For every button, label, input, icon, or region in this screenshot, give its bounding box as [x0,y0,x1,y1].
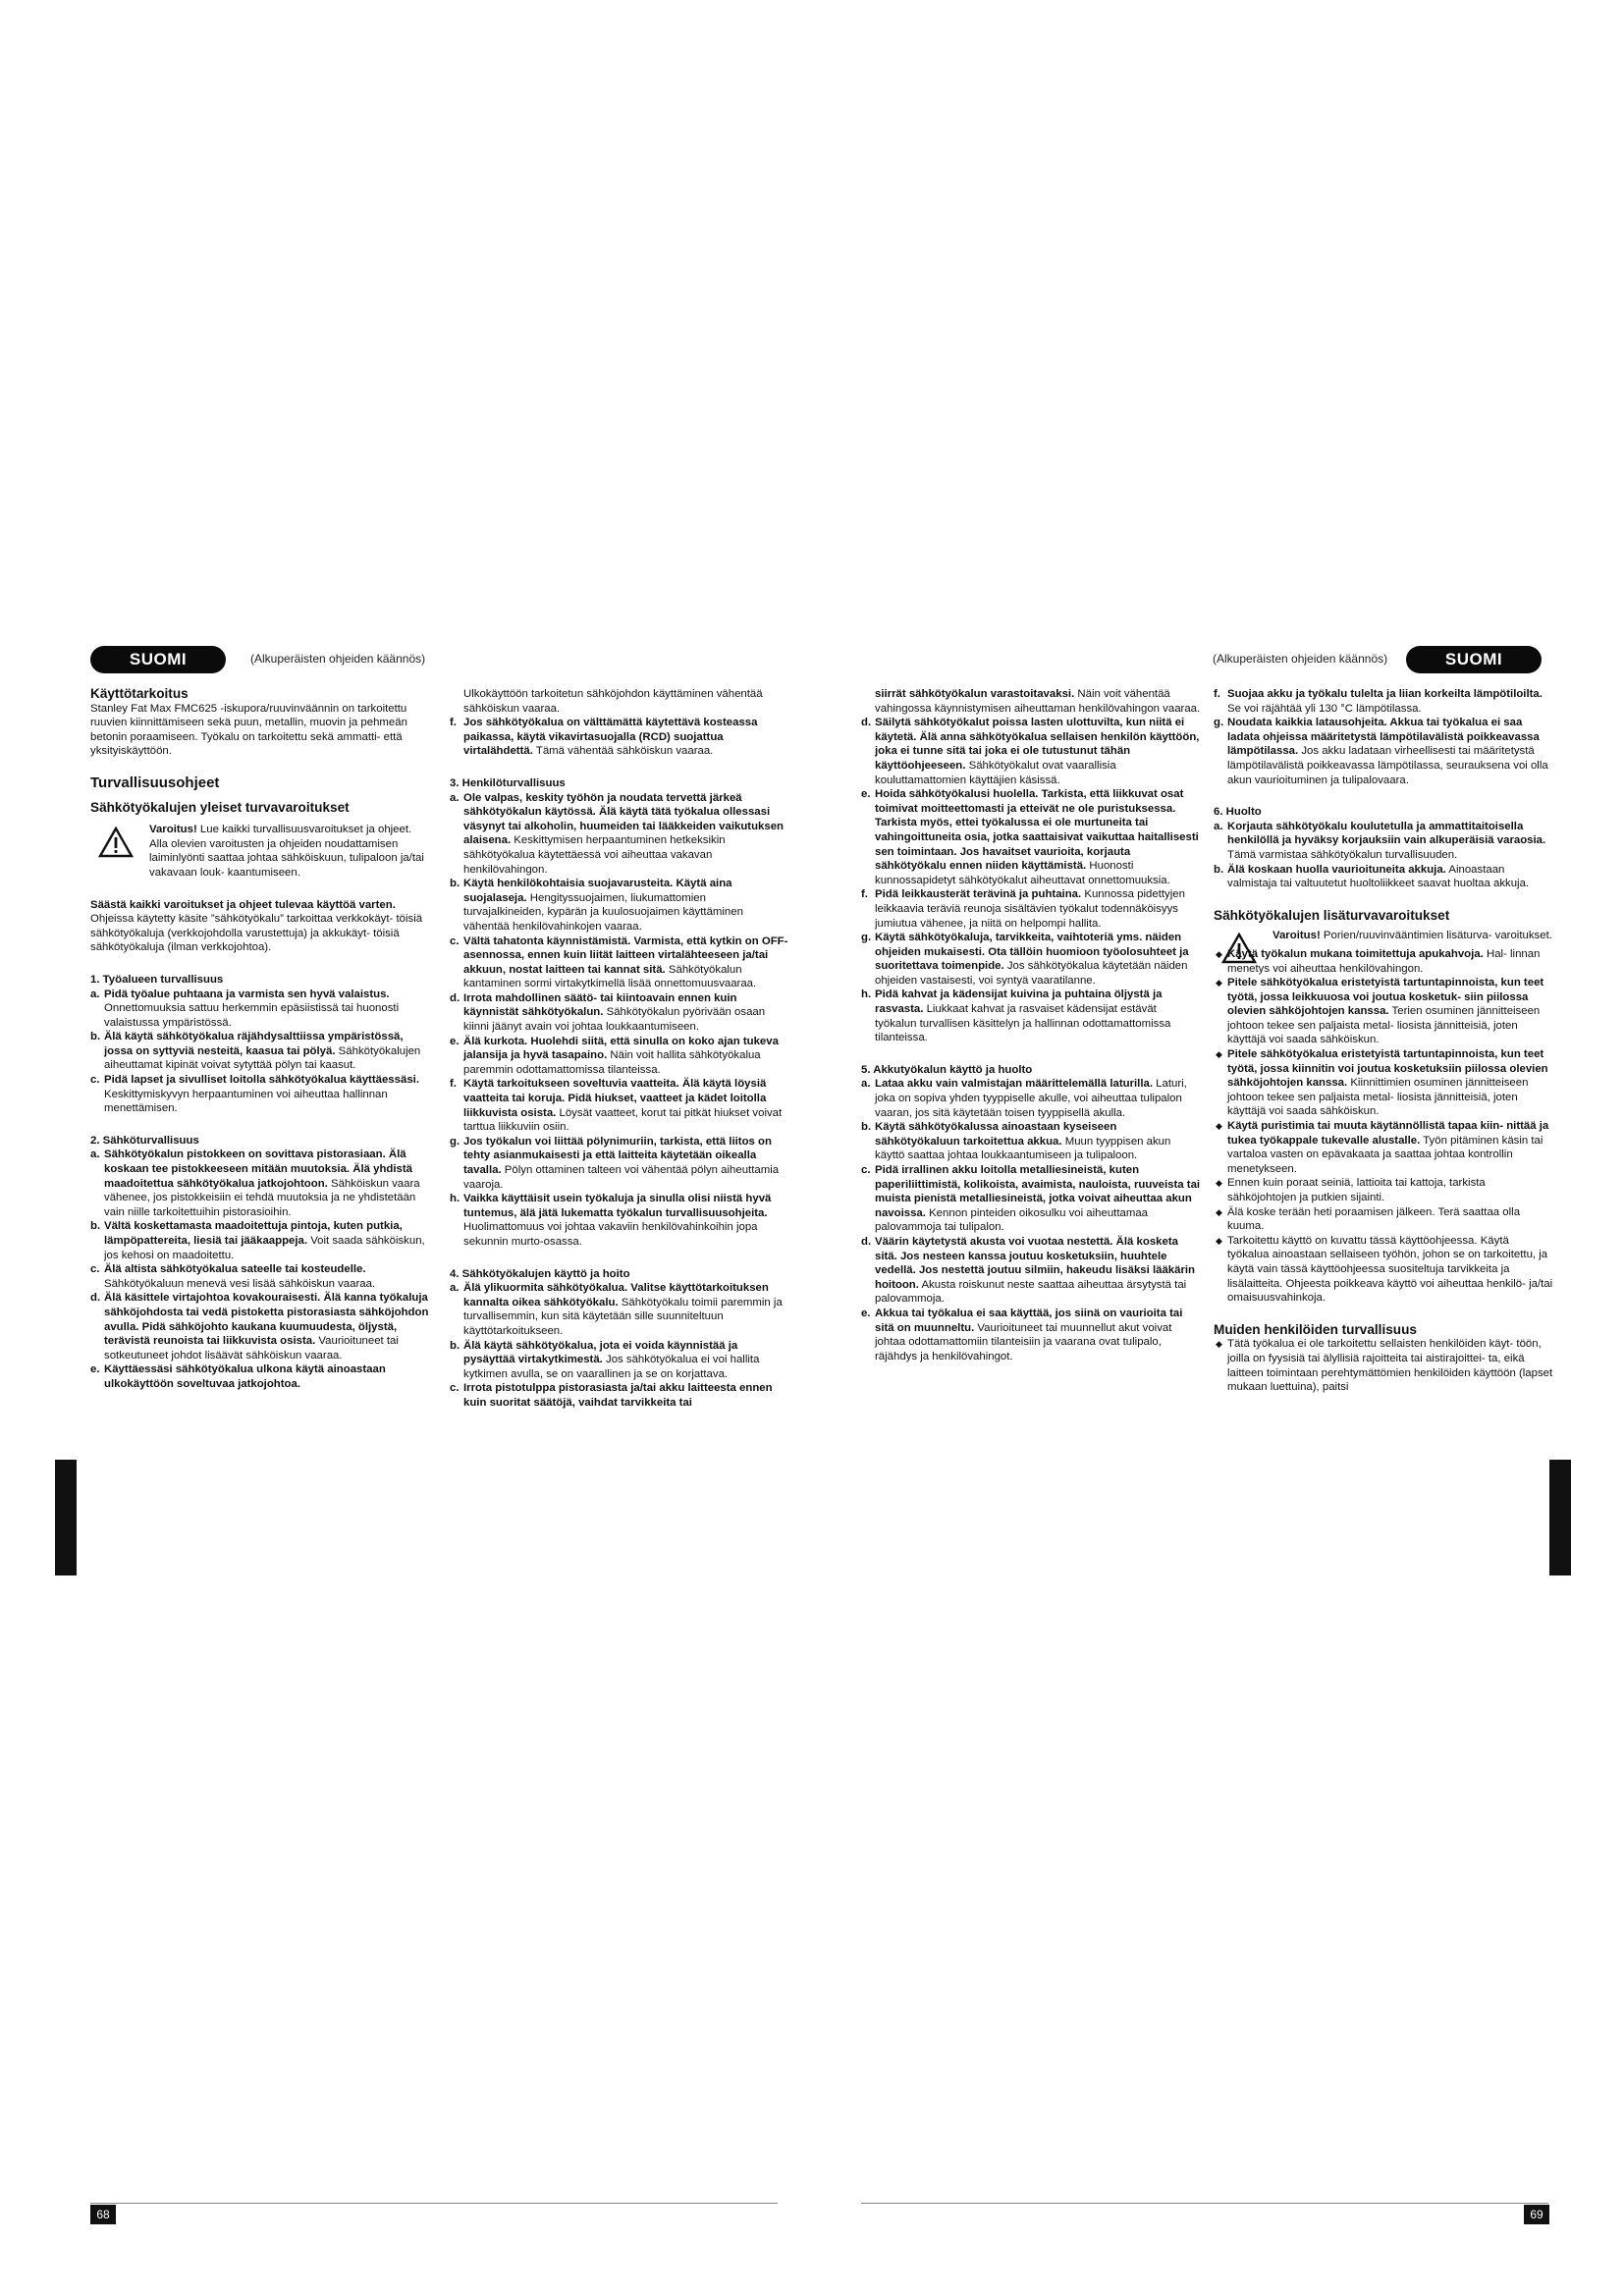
diamond-bullet-icon: ◆ [1216,1206,1222,1217]
list-item-4a: a. Älä ylikuormita sähkötyökalua. Valitse käyttötarkoituksen kannalta oikea sähkötyökalu. Sähkötyökalu toimii paremmin ja turvallisemmin, kun sitä käytetään sille suunniteltuun käyttötarkoitukseen. [450,1282,783,1337]
bullet-2-text: Terien osuminen jännitteiseen johtoon tekee sen paljaista metal- liosista jännitteisiä, joten käyttäjä voi saada sähköiskun. [1227,1005,1541,1046]
bullet-item [1214,976,1553,1047]
list-item-3e: e. Älä kurkota. Huolehdi siitä, että sinulla on koko ajan tukeva jalansija ja hyvä tasapaino. Näin voit hallita sähkötyökalua paremmin odottamattomissa tilanteissa. [450,1035,779,1076]
item-5a-text: Laturi, joka on sopiva yhden tyyppiselle akulle, voi aiheuttaa tulipalon vaaran, jos sitä käytetään toisen tyyppisellä akulla. [875,1078,1187,1119]
item-4b-text: Jos sähkötyökalua ei voi hallita kytkimen avulla, se on vaarallinen ja se on korjattava. [463,1354,760,1380]
item-5b-bold: Käytä sähkötyökalussa ainoastaan kyseiseen sähkötyökaluun tarkoitettua akkua. [875,1121,1117,1148]
bullet-3-text: Kiinnittimien osuminen jännitteiseen johtoon tekee sen paljaista metal- liosista jännitteisiä, joten käyttäjä voi saada sähköiskun. [1227,1077,1529,1118]
item-3h-bold: Vaikka käyttäisit usein työkaluja ja sinulla olisi niistä hyvä tuntemus, älä jätä lukematta työkalun turvallisuusohjeita. [463,1193,772,1219]
section-title-safety: Turvallisuusohjeet [90,774,220,791]
right-page-column-2 [1214,687,1553,1395]
list-item-5e: e. Akkua tai työkalua ei saa käyttää, jos siinä on vaurioita tai sitä on muunneltu. Vaurioituneet tai muunnellut akut voivat johtaa odottamattomiin tilanteisiin ja vaarana ovat tulipalo, räjähdys ja henkilövahingot. [861,1307,1183,1362]
section-service: 6. Huolto [1214,806,1262,819]
list-item-3d: d. Irrota mahdollinen säätö- tai kiintoavain ennen kuin käynnistät sähkötyökalun. Sähkötyökalun pyörivään osaan kiinni jäänyt avain voi johtaa loukkaantumiseen. [450,991,766,1034]
item-2b-text: Voit saada sähköiskun, jos kehosi on maadoitettu. [104,1235,425,1261]
bullet-2-bold: Pitele sähkötyökalua eristetyistä tartuntapinnoista, kun teet työtä, jossa leikkuuosa voi joutua kosketuk- siin piilossa olevien sähköjohtojen kanssa. [1227,977,1544,1018]
warning-block [90,823,430,880]
item-4b-bold: Älä käytä sähkötyökalua, jota ei voida käynnistää ja pysäyttää virtakytkimestä. [463,1339,738,1366]
list-item-5d: d. Väärin käytetystä akusta voi vuotaa nestettä. Älä kosketa sitä. Jos nesteen kanssa joutuu kosketuksiin, huuhtele vedellä. Jos nestettä joutuu silmiin, hakeudu lisäksi lääkärin hoitoon. Akusta roiskunut neste saattaa aiheuttaa ärsytystä tai palovammoja. [861,1235,1196,1306]
item-2b-bold: Vältä koskettamasta maadoitettuja pintoja, kuten putkia, lämpöpattereita, liesiä tai jääkaappeja. [104,1220,403,1247]
header-subtitle-right: (Alkuperäisten ohjeiden käännös) [1213,652,1388,666]
list-item-2e-cont [450,687,789,716]
item-6a-bold: Korjauta sähkötyökalu koulutetulla ja ammattitaitoisella henkilöllä ja hyväksy korjauksiin vain alkuperäisiä varaosia. [1227,820,1546,847]
item-2a-text: Sähköiskun vaara vähenee, jos pistokkeisiin ei tehdä muutoksia ja ne yhdistetään vain niille tarkoitettuihin pistorasioihin. [104,1177,420,1218]
item-4a-bold: Älä ylikuormita sähkötyökalua. Valitse käyttötarkoituksen kannalta oikea sähkötyökalu. [463,1282,769,1308]
item-2a-bold: Sähkötyökalun pistokkeen on sovittava pistorasiaan. Älä koskaan tee pistokkeeseen mitään muutoksia. Älä yhdistä maadoitettua sähkötyökalua jatkojohtoon. [104,1148,412,1190]
list-item-4c-cont [861,687,1201,716]
list-item-5f: f. Suojaa akku ja työkalu tulelta ja liian korkeilta lämpötiloilta. Se voi räjähtää yli 130 °C lämpötilassa. [1214,688,1543,715]
item-3g-text: Pölyn ottaminen talteen voi vähentää pölyn aiheuttamia vaaroja. [463,1164,780,1191]
list-item-3a: a. Ole valpas, keskity työhön ja noudata tervettä järkeä sähkötyökalun käytössä. Älä käytä tätä työkalua ollessasi väsynyt tai alkoholin, huumeiden tai lääkkeiden vaikutuksen alaisena. Keskittymisen herpaantuminen hetkeksikin sähkötyökalua käytettäessä voi aiheuttaa vakavan henkilövahingon. [450,791,785,876]
item-5e-bold: Akkua tai työkalua ei saa käyttää, jos siinä on vaurioita tai sitä on muunneltu. [875,1307,1183,1334]
item-1a-text: Onnettomuuksia sattuu herkemmin epäsiistissä tai huonosti valaistussa ympäristössä. [104,1002,400,1029]
item-3d-text: Sähkötyökalun pyörivään osaan kiinni jäänyt avain voi johtaa loukkaantumiseen. [463,1006,766,1034]
item-3f-bold: Käytä tarkoitukseen soveltuvia vaatteita. Älä käytä löysiä vaatteita tai koruja. Pidä hiukset, vaatteet ja kädet loitolla liikkuvista osista. [463,1078,767,1119]
item-5d-bold: Väärin käytetystä akusta voi vuotaa nestettä. Älä kosketa sitä. Jos nesteen kanssa joutuu kosketuksiin, huuhtele vedellä. Jos nestettä joutuu silmiin, hakeudu lisäksi lääkärin hoitoon. [875,1235,1196,1291]
list-item-5b: b. Käytä sähkötyökalussa ainoastaan kyseiseen sähkötyökaluun tarkoitettua akkua. Muun tyyppisen akun käyttö saattaa johtaa loukkaantumiseen ja tulipaloon. [861,1121,1171,1162]
item-3h-text: Huolimattomuus voi johtaa vakaviin henkilövahinkoihin jopa sekunnin murto-osassa. [463,1221,758,1248]
list-item-2e: e. Käyttäessäsi sähkötyökalua ulkona käytä ainoastaan ulkokäyttöön soveltuvaa jatkojohtoa. [90,1363,386,1390]
item-4e-bold: Hoida sähkötyökalusi huolella. Tarkista, että liikkuvat osat toimivat moitteettomasti ja etteivät ne ole puristuksessa. Tarkista myös, ettei työkalussa ei ole murtuneita tai vahingoittuneita osia, jotka saattaisivat vaikuttaa haitallisesti sen toimintaan. Jos havaitset vaurioita, korjauta sähkötyökalu ennen niiden käyttämistä. [875,788,1199,873]
right-page-header [1168,646,1542,673]
item-1a-bold: Pidä työalue puhtaana ja varmista sen hyvä valaistus. [104,988,390,1000]
warning-label: Varoitus! [149,824,197,836]
item-5a-bold: Lataa akku vain valmistajan määrittelemällä laturilla. [875,1078,1154,1091]
section-electrical: 2. Sähköturvallisuus [90,1134,199,1147]
item-5f-bold: Suojaa akku ja työkalu tulelta ja liian korkeilta lämpötiloilta. [1227,688,1543,700]
item-6b-text: Ainoastaan valmistaja tai valtuutetut huoltoliikkeet saavat huoltaa akkuja. [1227,863,1530,890]
item-5g-bold: Noudata kaikkia latausohjeita. Akkua tai työkalua ei saa ladata ohjeissa määritetystä lämpötilavälistä poikkeavassa lämpötilassa. [1227,717,1540,758]
item-4f-text: Kunnossa pidettyjen leikkaavia teräviä reunoja sisältävien työkalut todennäköisyys jumiutua vähenee, ja niitä on helpompi hallita. [875,888,1185,930]
bullet-1-bold: Käytä työkalun mukana toimitettuja apukahvoja. [1227,947,1484,960]
item-3a-text: Keskittymisen herpaantuminen hetkeksikin sähkötyökalua käytettäessä voi aiheuttaa vakavan henkilövahingon. [463,834,726,876]
list-item-2c: c. Älä altista sähkötyökalua sateelle tai kosteudelle. Sähkötyökaluun menevä vesi lisää sähköiskun vaaraa. [90,1263,376,1290]
item-3b-bold: Käytä henkilökohtaisia suojavarusteita. Käytä aina suojalaseja. [463,878,732,904]
diamond-bullet-icon: ◆ [1216,948,1222,959]
item-4c-bold: Irrota pistotulppa pistorasiasta ja/tai akku laitteesta ennen kuin suoritat säätöjä, vaihdat tarvikkeita tai [463,1382,773,1409]
list-item-4f: f. Pidä leikkausterät terävinä ja puhtaina. Kunnossa pidettyjen leikkaavia teräviä reunoja sisältävien työkalut todennäköisyys jumiutua vähenee, ja niitä on helpompi hallita. [861,888,1185,930]
item-2c-text: Sähkötyökaluun menevä vesi lisää sähköiskun vaaraa. [104,1277,376,1290]
bullet-item [1214,1205,1553,1234]
list-item-4d: d. Säilytä sähkötyökalut poissa lasten ulottuvilta, kun niitä ei käytetä. Älä anna sähkötyökalua sellaisen henkilön käyttöön, joka ei tunne sitä tai joka ei ole tutustunut tähän käyttöohjeeseen. Sähkötyökalut ovat vaarallisia kouluttamattomien käyttäjien käsissä. [861,717,1200,786]
left-thumb-tab [55,1460,77,1575]
list-item-3h: h. Vaikka käyttäisit usein työkaluja ja sinulla olisi niistä hyvä tuntemus, älä jätä lukematta työkalun turvallisuusohjeita. Huolimattomuus voi johtaa vakaviin henkilövahinkoihin jopa sekunnin murto-osassa. [450,1193,772,1248]
section-title-general-warnings: Sähkötyökalujen yleiset turvavaroitukset [90,799,350,815]
diamond-bullet-icon: ◆ [1216,1178,1222,1189]
bullet-5-text: Ennen kuin poraat seiniä, lattioita tai kattoja, tarkista sähköjohtojen ja putkien sijainti. [1227,1177,1486,1203]
diamond-bullet-icon: ◆ [1216,1235,1222,1246]
item-3c-bold: Vältä tahatonta käynnistämistä. Varmista, että kytkin on OFF-asennossa, ennen kuin liität laitteen virtalähteeseen ja/tai akkuun, nostat laitteen tai kannat sitä. [463,934,788,976]
bullet-3-bold: Pitele sähkötyökalua eristetyistä tartuntapinnoista, kun teet työtä, jossa kiinnitin voi joutua kosketuksiin piilossa olevien sähköjohtojen kanssa. [1227,1048,1548,1090]
bullet-6-text: Älä koske terään heti poraamisen jälkeen. Terä saattaa olla kuuma. [1227,1205,1521,1233]
item-2c-bold: Älä altista sähkötyökalua sateelle tai kosteudelle. [104,1263,366,1276]
list-item-1a: a. Pidä työalue puhtaana ja varmista sen hyvä valaistus. Onnettomuuksia sattuu herkemmin epäsiistissä tai huonosti valaistussa ympäristössä. [90,988,400,1029]
list-item-1c: c. Pidä lapset ja sivulliset loitolla sähkötyökalua käyttäessäsi. Keskittymiskyvyn herpaantuminen voi aiheuttaa hallinnan menettämisen. [90,1074,419,1115]
warning-block-2 [1214,929,1553,943]
warning-triangle-icon [98,827,134,858]
item-3g-bold: Jos työkalun voi liittää pölynimuriin, tarkista, että liitos on tehty asianmukaisesti ja että laitteita käytetään oikealla tavalla. [463,1135,772,1176]
save-instructions-text: Ohjeissa käytetty käsite ”sähkötyökalu” tarkoittaa verkkokäyt- töisiä sähkötyökaluja (verkkojohdolla varustettuja) ja akkukäyt- töisiä sähkötyökaluja (ilman verkkojohtoa). [90,913,423,954]
left-page-header [90,646,463,673]
bullet-item [1214,1176,1553,1204]
save-instructions-para [90,898,430,955]
list-item-4g: g. Käytä sähkötyökaluja, tarvikkeita, vaihtoteriä yms. näiden ohjeiden mukaisesti. Ota tällöin huomioon työolosuhteet ja suoritettava toimenpide. Jos sähkötyökalua käytetään näiden ohjeiden vastaisesti, voi syntyä vaaratilanne. [861,932,1189,987]
bullet-7-text: Tarkoitettu käyttö on kuvattu tässä käyttöohjeessa. Käytä työkalua ainoastaan sellaiseen työhön, johon se on tarkoitettu, ja käytä vain tässä käyttöohjeessa suositeltuja tarvikkeita ja lisälaitteita. Ohjeesta poikkeava käyttö voi aiheuttaa henkilö- ja/tai omaisuusvahinkoja. [1227,1234,1553,1305]
right-thumb-tab [1549,1460,1571,1575]
section-title-others-safety: Muiden henkilöiden turvallisuus [1214,1321,1417,1337]
diamond-bullet-icon: ◆ [1216,1121,1222,1132]
list-item-2b: b. Vältä koskettamasta maadoitettuja pintoja, kuten putkia, lämpöpattereita, liesiä tai jääkaappeja. Voit saada sähköiskun, jos kehosi on maadoitettu. [90,1220,425,1261]
language-badge-right: SUOMI [1406,646,1542,673]
warning-text-2: Porien/ruuvinvääntimien lisäturva- varoitukset. [1320,930,1552,942]
list-item-3g: g. Jos työkalun voi liittää pölynimuriin, tarkista, että liitos on tehty asianmukaisesti ja että laitteita käytetään oikealla tavalla. Pölyn ottaminen talteen voi vähentää pölyn aiheuttamia vaaroja. [450,1135,780,1191]
item-5c-text: Kennon pinteiden oikosulku voi aiheuttamaa palovammoja tai tulipalon. [875,1206,1148,1234]
item-5c-bold: Pidä irrallinen akku loitolla metalliesineistä, kuten paperiliittimistä, kolikoista, avaimista, nauloista, ruuveista tai muista pienistä metalliesineistä, jotka voivat aiheuttaa akun navoissa. [875,1164,1201,1219]
footer-rule-left [90,2203,778,2204]
list-item-4c: c. Irrota pistotulppa pistorasiasta ja/tai akku laitteesta ennen kuin suoritat säätöjä, vaihdat tarvikkeita tai [450,1382,773,1409]
section-tool-use: 4. Sähkötyökalujen käyttö ja hoito [450,1267,630,1280]
bullet-4-bold: Käytä puristimia tai muuta käytännöllistä tapaa kiin- nittää ja tukea työkappale tukevalle alustalle. [1227,1120,1549,1147]
right-page-column-1 [861,687,1201,1363]
list-item-2a: a. Sähkötyökalun pistokkeen on sovittava pistorasiaan. Älä koskaan tee pistokkeeseen mitään muutoksia. Älä yhdistä maadoitettua sähkötyökalua jatkojohtoon. Sähköiskun vaara vähenee, jos pistokkeisiin ei tehdä muutoksia ja ne yhdistetään vain niille tarkoitettuihin pistorasioihin. [90,1148,420,1218]
footer-rule-right [861,2203,1548,2204]
item-5f-text: Se voi räjähtää yli 130 °C lämpötilassa. [1227,702,1422,715]
item-2f-bold: Jos sähkötyökalua on välttämättä käytettävä kosteassa paikassa, käytä vikavirtasuojalla (RCD) suojattua virtalähdettä. [463,717,758,758]
item-2d-text: Vaurioituneet tai sotkeutuneet johdot lisäävät sähköiskun vaaraa. [104,1335,399,1362]
page-number-left: 68 [90,2205,116,2224]
save-instructions-bold: Säästä kaikki varoitukset ja ohjeet tulevaa käyttöä varten. [90,898,396,911]
item-6b-bold: Älä koskaan huolla vaurioituneita akkuja. [1227,863,1446,876]
item-4g-text: Jos sähkötyökalua käytetään näiden ohjeiden vastaisesti, voi syntyä vaaratilanne. [875,960,1188,987]
item-4h-text: Liukkaat kahvat ja rasvaiset kädensijat estävät työkalun turvallisen käsittelyn ja hallinnan odottamattomissa tilanteissa. [875,1003,1171,1044]
item-4c-text: Näin voit vähentää vahingossa käynnistymisen aiheuttaman henkilövahingon vaaraa. [875,688,1201,715]
list-item-6a: a. Korjauta sähkötyökalu koulutetulla ja ammattitaitoisella henkilöllä ja hyväksy korjauksiin vain alkuperäisiä varaosia. Tämä varmistaa sähkötyökalun turvallisuuden. [1214,820,1546,861]
item-3f-text: Löysät vaatteet, korut tai pitkät hiukset voivat tarttua liikkuviin osiin. [463,1106,783,1134]
item-3e-text: Näin voit hallita sähkötyökalua paremmin odottamattomissa tilanteissa. [463,1049,761,1076]
diamond-bullet-icon: ◆ [1216,1049,1222,1060]
diamond-bullet-icon: ◆ [1216,978,1222,988]
bullet-item [1214,1337,1553,1394]
item-4a-text: Sähkötyökalu toimii paremmin ja turvallisemmin, kun sitä käytetään sille suunniteltuun käyttötarkoitukseen. [463,1296,783,1337]
section-title-additional-warnings: Sähkötyökalujen lisäturvavaroitukset [1214,907,1450,923]
item-1b-bold: Älä käytä sähkötyökalua räjähdysalttiissa ympäristössä, jossa on syttyviä nesteitä, kaasua tai pölyä. [104,1031,404,1057]
item-3c-text: Sähkötyökalun kantaminen sormi virtakytkimellä lisää onnettomuusvaaraa. [463,963,757,990]
warning-label-2: Varoitus! [1272,930,1321,942]
item-2e-bold: Käyttäessäsi sähkötyökalua ulkona käytä ainoastaan ulkokäyttöön soveltuvaa jatkojohtoa. [104,1363,386,1390]
bullet-8-text: Tätä työkalua ei ole tarkoitettu sellaisten henkilöiden käyt- töön, joilla on fyysisiä tai älyllisiä rajoitteita tai aistirajoittei- ta, eikä laitteen toimintaan perehtymättömien henkilöiden käyttöön (lapset mukaan luettuina), paitsi [1227,1338,1553,1394]
item-5b-text: Muun tyyppisen akun käyttö saattaa johtaa loukkaantumiseen ja tulipaloon. [875,1135,1171,1162]
section-battery-use: 5. Akkutyökalun käyttö ja huolto [861,1063,1033,1076]
page-number-right: 69 [1524,2205,1549,2224]
item-3a-bold: Ole valpas, keskity työhön ja noudata tervettä järkeä sähkötyökalun käytössä. Älä käytä tätä työkalua ollessasi väsynyt tai alkoholin, huumeiden tai lääkkeiden vaikutuksen alaisena. [463,791,785,847]
list-item-4e: e. Hoida sähkötyökalusi huolella. Tarkista, että liikkuvat osat toimivat moitteettomasti ja etteivät ne ole puristuksessa. Tarkista myös, ettei työkalussa ei ole murtuneita tai vahingoittuneita osia, jotka saattaisivat vaikuttaa haitallisesti sen toimintaan. Jos havaitset vaurioita, korjauta sähkötyökalu ennen niiden käyttämistä. Huonosti kunnossapidetyt sähkötyökalut aiheuttavat onnettomuuksia. [861,788,1199,886]
item-4f-bold: Pidä leikkausterät terävinä ja puhtaina. [875,888,1082,901]
item-5e-text: Vaurioituneet tai muunnellut akut voivat johtaa odottamattomiin tilanteisiin ja vaarana ovat tulipalo, räjähdys ja henkilövahingot. [875,1321,1172,1362]
left-page-column-2 [450,687,789,1411]
list-item-2d: d. Älä käsittele virtajohtoa kovakouraisesti. Älä kanna työkaluja sähköjohdosta tai vedä pistoketta pistorasiasta sähköjohdon avulla. Pidä sähköjohto kaukana kuumuudesta, öljystä, terävistä reunoista tai liikkuvista osista. Vaurioituneet tai sotkeutuneet johdot lisäävät sähköiskun vaaraa. [90,1292,429,1362]
diamond-bullet-icon: ◆ [1216,1339,1222,1350]
list-item-4h: h. Pidä kahvat ja kädensijat kuivina ja puhtaina öljystä ja rasvasta. Liukkaat kahvat ja rasvaiset kädensijat estävät työkalun turvallisen käsittelyn ja hallinnan odottamattomissa tilanteissa. [861,988,1171,1044]
intended-use-text: Stanley Fat Max FMC625 -iskupora/ruuvinväännin on tarkoitettu ruuvien kiinnittämiseen sekä puun, metallin, muovin ja pehmeän betonin poraamiseen. Työkalu on tarkoitettu sekä ammatti- että yksityiskäyttöön. [90,702,407,758]
bullet-item [1214,1234,1553,1306]
item-4h-bold: Pidä kahvat ja kädensijat kuivina ja puhtaina öljystä ja rasvasta. [875,988,1163,1016]
item-3e-bold: Älä kurkota. Huolehdi siitä, että sinulla on koko ajan tukeva jalansija ja hyvä tasapaino. [463,1035,779,1062]
bullet-1-text: Hal- linnan menetys voi aiheuttaa henkilövahingon. [1227,947,1541,975]
list-item-3f: f. Käytä tarkoitukseen soveltuvia vaatteita. Älä käytä löysiä vaatteita tai koruja. Pidä hiukset, vaatteet ja kädet loitolla liikkuvista osista. Löysät vaatteet, korut tai pitkät hiukset voivat tarttua liikkuviin osiin. [450,1078,783,1134]
language-badge-left: SUOMI [90,646,226,673]
item-4d-text: Sähkötyökalut ovat vaarallisia kouluttamattomien käyttäjien käsissä. [875,759,1116,786]
item-4c-bold-cont: siirrät sähkötyökalun varastoitavaksi. [875,688,1075,700]
list-item-1b: b. Älä käytä sähkötyökalua räjähdysalttiissa ympäristössä, jossa on syttyviä nesteitä, kaasua tai pölyä. Sähkötyökalujen aiheuttamat kipinät voivat sytyttää pölyn tai kaasut. [90,1031,421,1072]
warning-text: Lue kaikki turvallisuusvaroitukset ja ohjeet. Alla olevien varoitusten ja ohjeiden noudattamisen laiminlyönti saattaa johtaa sähköiskuun, tulipaloon ja/tai vakavaan louk- kaantumiseen. [149,824,424,879]
item-1c-bold: Pidä lapset ja sivulliset loitolla sähkötyökalua käyttäessäsi. [104,1074,419,1087]
list-item-5c: c. Pidä irrallinen akku loitolla metalliesineistä, kuten paperiliittimistä, kolikoista, avaimista, nauloista, ruuveista tai muista pienistä metalliesineistä, jotka voivat aiheuttaa akun navoissa. Kennon pinteiden oikosulku voi aiheuttamaa palovammoja tai tulipalon. [861,1164,1201,1234]
bullet-item [1214,1119,1553,1176]
item-1c-text: Keskittymiskyvyn herpaantuminen voi aiheuttaa hallinnan menettämisen. [104,1088,388,1115]
list-item-5g: g. Noudata kaikkia latausohjeita. Akkua tai työkalua ei saa ladata ohjeissa määritetystä lämpötilavälistä poikkeavassa lämpötilassa. Jos akku ladataan virheellisesti tai määritetystä lämpötilavälistä poikkeavassa lämpötilassa, seurauksena voi olla akun vaurioituminen ja tulipalovaara. [1214,717,1548,786]
section-personal-safety: 3. Henkilöturvallisuus [450,776,566,789]
item-2d-bold: Älä käsittele virtajohtoa kovakouraisesti. Älä kanna työkaluja sähköjohdosta tai vedä pistoketta pistorasiasta sähköjohdon avulla. Pidä sähköjohto kaukana kuumuudesta, öljystä, terävistä reunoista tai liikkuvista osista. [104,1292,429,1348]
list-item-3b: b. Käytä henkilökohtaisia suojavarusteita. Käytä aina suojalaseja. Hengityssuojaimen, liukumattomien turvajalkineiden, kypärän ja kuulosuojaimen käyttäminen vähentää henkilövahinkojen vaaraa. [450,878,743,933]
item-2e-text: Ulkokäyttöön tarkoitetun sähköjohdon käyttäminen vähentää sähköiskun vaaraa. [463,688,763,715]
list-item-6b: b. Älä koskaan huolla vaurioituneita akkuja. Ainoastaan valmistaja tai valtuutetut huoltoliikkeet saavat huoltaa akkuja. [1214,863,1530,890]
bullet-4-text: Työn pitäminen käsin tai vartaloa vasten on epävakaata ja saattaa johtaa kontrollin menetykseen. [1227,1134,1543,1175]
item-5d-text: Akusta roiskunut neste saattaa aiheuttaa ärsytystä tai palovammoja. [875,1278,1187,1306]
header-subtitle-left: (Alkuperäisten ohjeiden käännös) [250,652,426,666]
left-page-column-1 [90,687,430,1392]
item-3d-bold: Irrota mahdollinen säätö- tai kiintoavain ennen kuin käynnistät sähkötyökalun. [463,991,737,1019]
bullet-item [1214,1047,1553,1119]
item-4e-text: Huonosti kunnossapidetyt sähkötyökalut aiheuttavat onnettomuuksia. [875,860,1170,886]
section-title-intended-use: Käyttötarkoitus [90,686,189,701]
item-4d-bold: Säilytä sähkötyökalut poissa lasten ulottuvilta, kun niitä ei käytetä. Älä anna sähkötyökalua sellaisen henkilön käyttöön, joka ei tunne sitä tai joka ei ole tutustunut tähän käyttöohjeeseen. [875,717,1200,772]
list-item-4b: b. Älä käytä sähkötyökalua, jota ei voida käynnistää ja pysäyttää virtakytkimestä. Jos sähkötyökalua ei voi hallita kytkimen avulla, se on vaarallinen ja se on korjattava. [450,1339,760,1380]
item-5g-text: Jos akku ladataan virheellisesti tai määritetystä lämpötilavälistä poikkeavassa lämpötilassa, seurauksena voi olla akun vaurioituminen ja tulipalovaara. [1227,745,1548,786]
bullet-item [1214,947,1553,976]
item-4g-bold: Käytä sähkötyökaluja, tarvikkeita, vaihtoteriä yms. näiden ohjeiden mukaisesti. Ota tällöin huomioon työolosuhteet ja suoritettava toimenpide. [875,932,1189,973]
item-6a-text: Tämä varmistaa sähkötyökalun turvallisuuden. [1227,848,1458,861]
list-item-5a: a. Lataa akku vain valmistajan määrittelemällä laturilla. Laturi, joka on sopiva yhden tyyppiselle akulle, voi aiheuttaa tulipalon vaaran, jos sitä käytetään toisen tyyppisellä akulla. [861,1078,1187,1119]
item-1b-text: Sähkötyökalujen aiheuttamat kipinät voivat sytyttää pölyn tai kaasut. [104,1044,421,1072]
item-3b-text: Hengityssuojaimen, liukumattomien turvajalkineiden, kypärän ja kuulosuojaimen käyttäminen vähentää henkilövahinkojen vaaraa. [463,891,743,933]
item-2f-text: Tämä vähentää sähköiskun vaaraa. [532,745,714,758]
list-item-2f: f. Jos sähkötyökalua on välttämättä käytettävä kosteassa paikassa, käytä vikavirtasuojalla (RCD) suojattua virtalähdettä. Tämä vähentää sähköiskun vaaraa. [450,717,758,758]
list-item-3c: c. Vältä tahatonta käynnistämistä. Varmista, että kytkin on OFF-asennossa, ennen kuin liität laitteen virtalähteeseen ja/tai akkuun, nostat laitteen tai kannat sitä. Sähkötyökalun kantaminen sormi virtakytkimellä lisää onnettomuusvaaraa. [450,934,788,990]
section-work-area: 1. Työalueen turvallisuus [90,973,224,986]
